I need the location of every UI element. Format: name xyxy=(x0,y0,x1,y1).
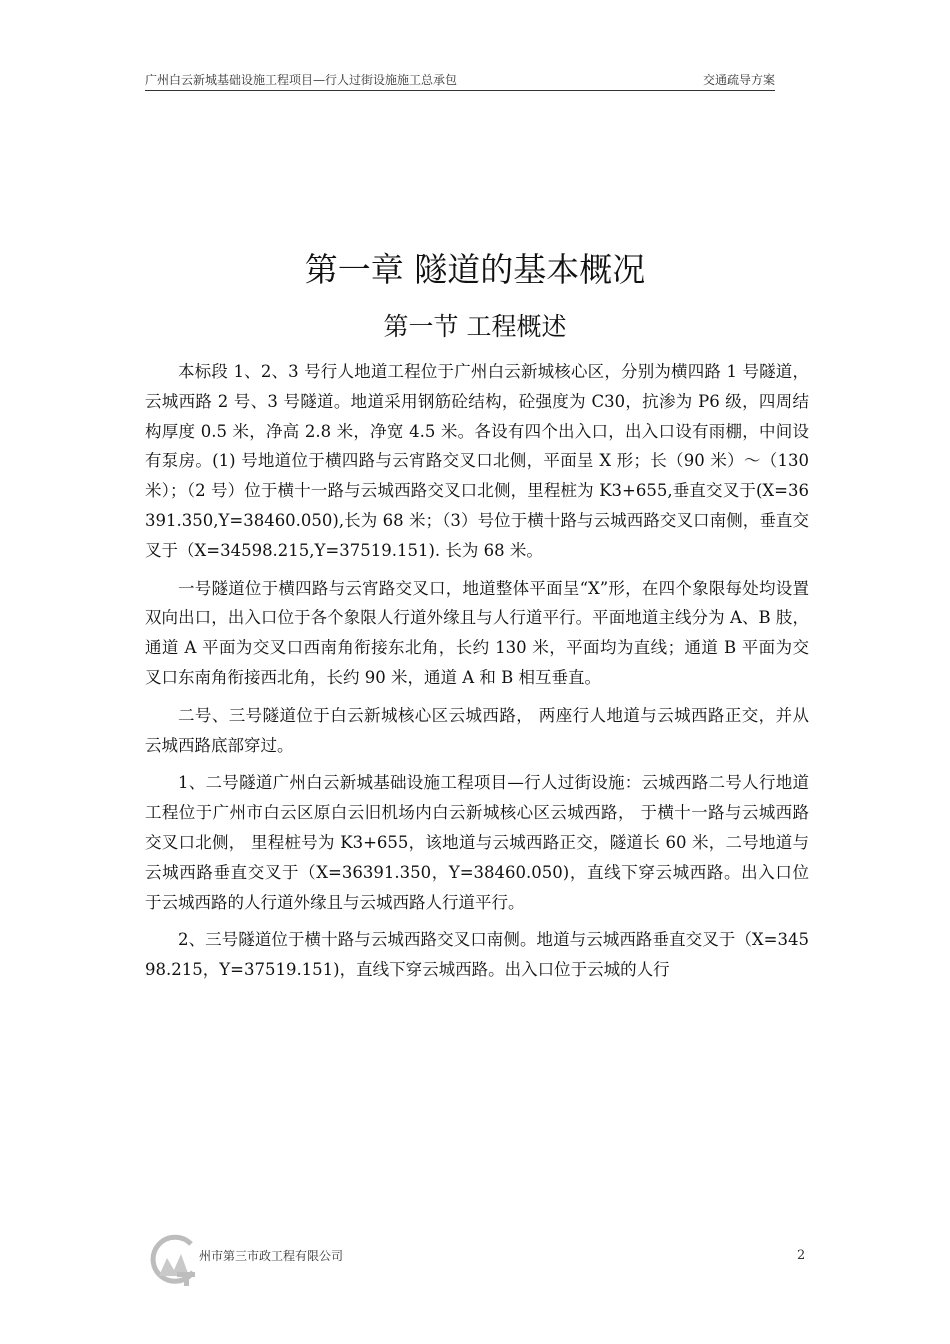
header-doc-type: 交通疏导方案 xyxy=(702,73,775,87)
footer-company-name: 州市第三市政工程有限公司 xyxy=(199,1249,344,1263)
body-text xyxy=(145,357,809,993)
section-title: 第一节 工程概述 xyxy=(383,312,567,341)
paragraph-tunnel-3-detail: 2、三号隧道位于横十路与云城西路交叉口南侧。地道与云城西路垂直交叉于（X=34598.215，Y=37519.151)，直线下穿云城西路。出入口位于云城的人行 xyxy=(145,930,809,980)
page-header xyxy=(145,72,775,91)
page-number: 2 xyxy=(797,1248,806,1263)
paragraph-overview: 本标段 1、2、3 号行人地道工程位于广州白云新城核心区，分别为横四路 1 号隧道，云城西路 2 号、3 号隧道。地道采用钢筋砼结构，砼强度为 C30，抗渗为 P6 级，四周结构厚度 0.5 米，净高 2.8 米，净宽 4.5 米。各设有四个出入口，出入口设有雨棚，中间设有泵房。(1) 号地道位于横四路与云宵路交叉口北侧，平面呈 X 形；长（90 米）～（130 米）；（2 号）位于横十一路与云城西路交叉口北侧，里程桩为 K3+655,垂直交叉于(X=36391.350,Y=38460.050),长为 68 米；（3）号位于横十路与云城西路交叉口南侧，垂直交叉于（X=34598.215,Y=37519.151). 长为 68 米。 xyxy=(145,362,809,560)
paragraph-tunnel-1: 一号隧道位于横四路与云宵路交叉口，地道整体平面呈“X”形，在四个象限每处均设置双向出口，出入口位于各个象限人行道外缘且与人行道平行。平面地道主线分为 A、B 肢，通道 A 平面为交叉口西南角衔接东北角，长约 130 米，平面均为直线；通道 B 平面为交叉口东南角衔接西北角，长约 90 米，通道 A 和 B 相互垂直。 xyxy=(145,578,809,687)
chapter-title: 第一章 隧道的基本概况 xyxy=(304,250,646,289)
header-project-title: 广州白云新城基础设施工程项目—行人过街设施施工总承包 xyxy=(145,73,458,87)
company-logo-icon xyxy=(147,1232,199,1290)
paragraph-tunnel-2-detail: 1、二号隧道广州白云新城基础设施工程项目—行人过街设施：云城西路二号人行地道工程位于广州市白云区原白云旧机场内白云新城核心区云城西路， 于横十一路与云城西路交叉口北侧， 里程桩号为 K3+655，该地道与云城西路正交，隧道长 60 米，二号地道与云城西路垂直交叉于（X=36391.350，Y=38460.050)，直线下穿云城西路。出入口位于云城西路的人行道外缘且与云城西路人行道平行。 xyxy=(145,773,809,912)
paragraph-tunnels-2-3: 二号、三号隧道位于白云新城核心区云城西路， 两座行人地道与云城西路正交，并从云城西路底部穿过。 xyxy=(145,705,809,755)
